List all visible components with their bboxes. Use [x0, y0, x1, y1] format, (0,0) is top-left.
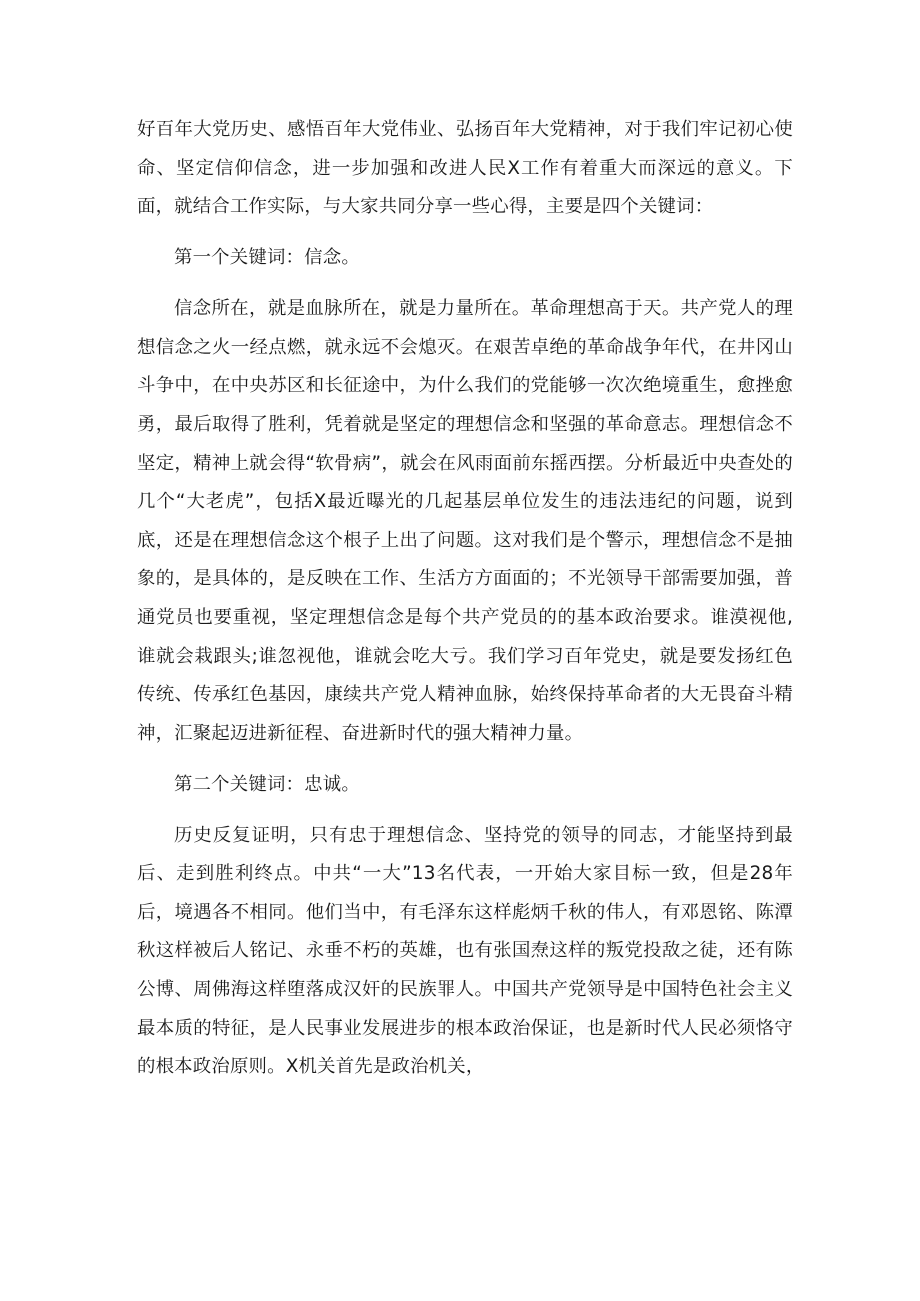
keyword-heading-1: 第一个关键词：信念。	[174, 247, 360, 269]
keyword-heading-2: 第二个关键词：忠诚。	[174, 773, 360, 795]
intro-paragraph: 好百年大党历史、感悟百年大党伟业、弘扬百年大党精神，对于我们牢记初心使命、坚定信仰信念，进一步加强和改进人民X工作有着重大而深远的意义。下面，就结合工作实际，与大家共同分享一些心得，主要是四个关键词：	[137, 119, 793, 218]
document-body	[137, 111, 793, 1087]
body-paragraph-2: 历史反复证明，只有忠于理想信念、坚持党的领导的同志，才能坚持到最后、走到胜利终点。中共“一大”13名代表，一开始大家目标一致，但是28年后，境遇各不相同。他们当中，有毛泽东这样彪炳千秋的伟人，有邓恩铭、陈潭秋这样被后人铭记、永垂不朽的英雄，也有张国焘这样的叛党投敌之徒，还有陈公博、周佛海这样堕落成汉奸的民族罪人。中国共产党领导是中国特色社会主义最本质的特征，是人民事业发展进步的根本政治保证，也是新时代人民必须恪守的根本政治原则。X机关首先是政治机关，	[137, 824, 793, 1078]
body-paragraph-1: 信念所在，就是血脉所在，就是力量所在。革命理想高于天。共产党人的理想信念之火一经点燃，就永远不会熄灭。在艰苦卓绝的革命战争年代，在井冈山斗争中，在中央苏区和长征途中，为什么我们的党能够一次次绝境重生，愈挫愈勇，最后取得了胜利，凭着就是坚定的理想信念和坚强的革命意志。理想信念不坚定，精神上就会得“软骨病”，就会在风雨面前东摇西摆。分析最近中央查处的几个“大老虎”，包括X最近曝光的几起基层单位发生的违法违纪的问题，说到底，还是在理想信念这个根子上出了问题。这对我们是个警示，理想信念不是抽象的，是具体的，是反映在工作、生活方方面面的；不光领导干部需要加强，普通党员也要重视，坚定理想信念是每个共产党员的的基本政治要求。谁漠视他,谁就会栽跟头;谁忽视他，谁就会吃大亏。我们学习百年党史，就是要发扬红色传统、传承红色基因，康续共产党人精神血脉，始终保持革命者的大无畏奋斗精神，汇聚起迈进新征程、奋进新时代的强大精神力量。	[137, 298, 793, 744]
